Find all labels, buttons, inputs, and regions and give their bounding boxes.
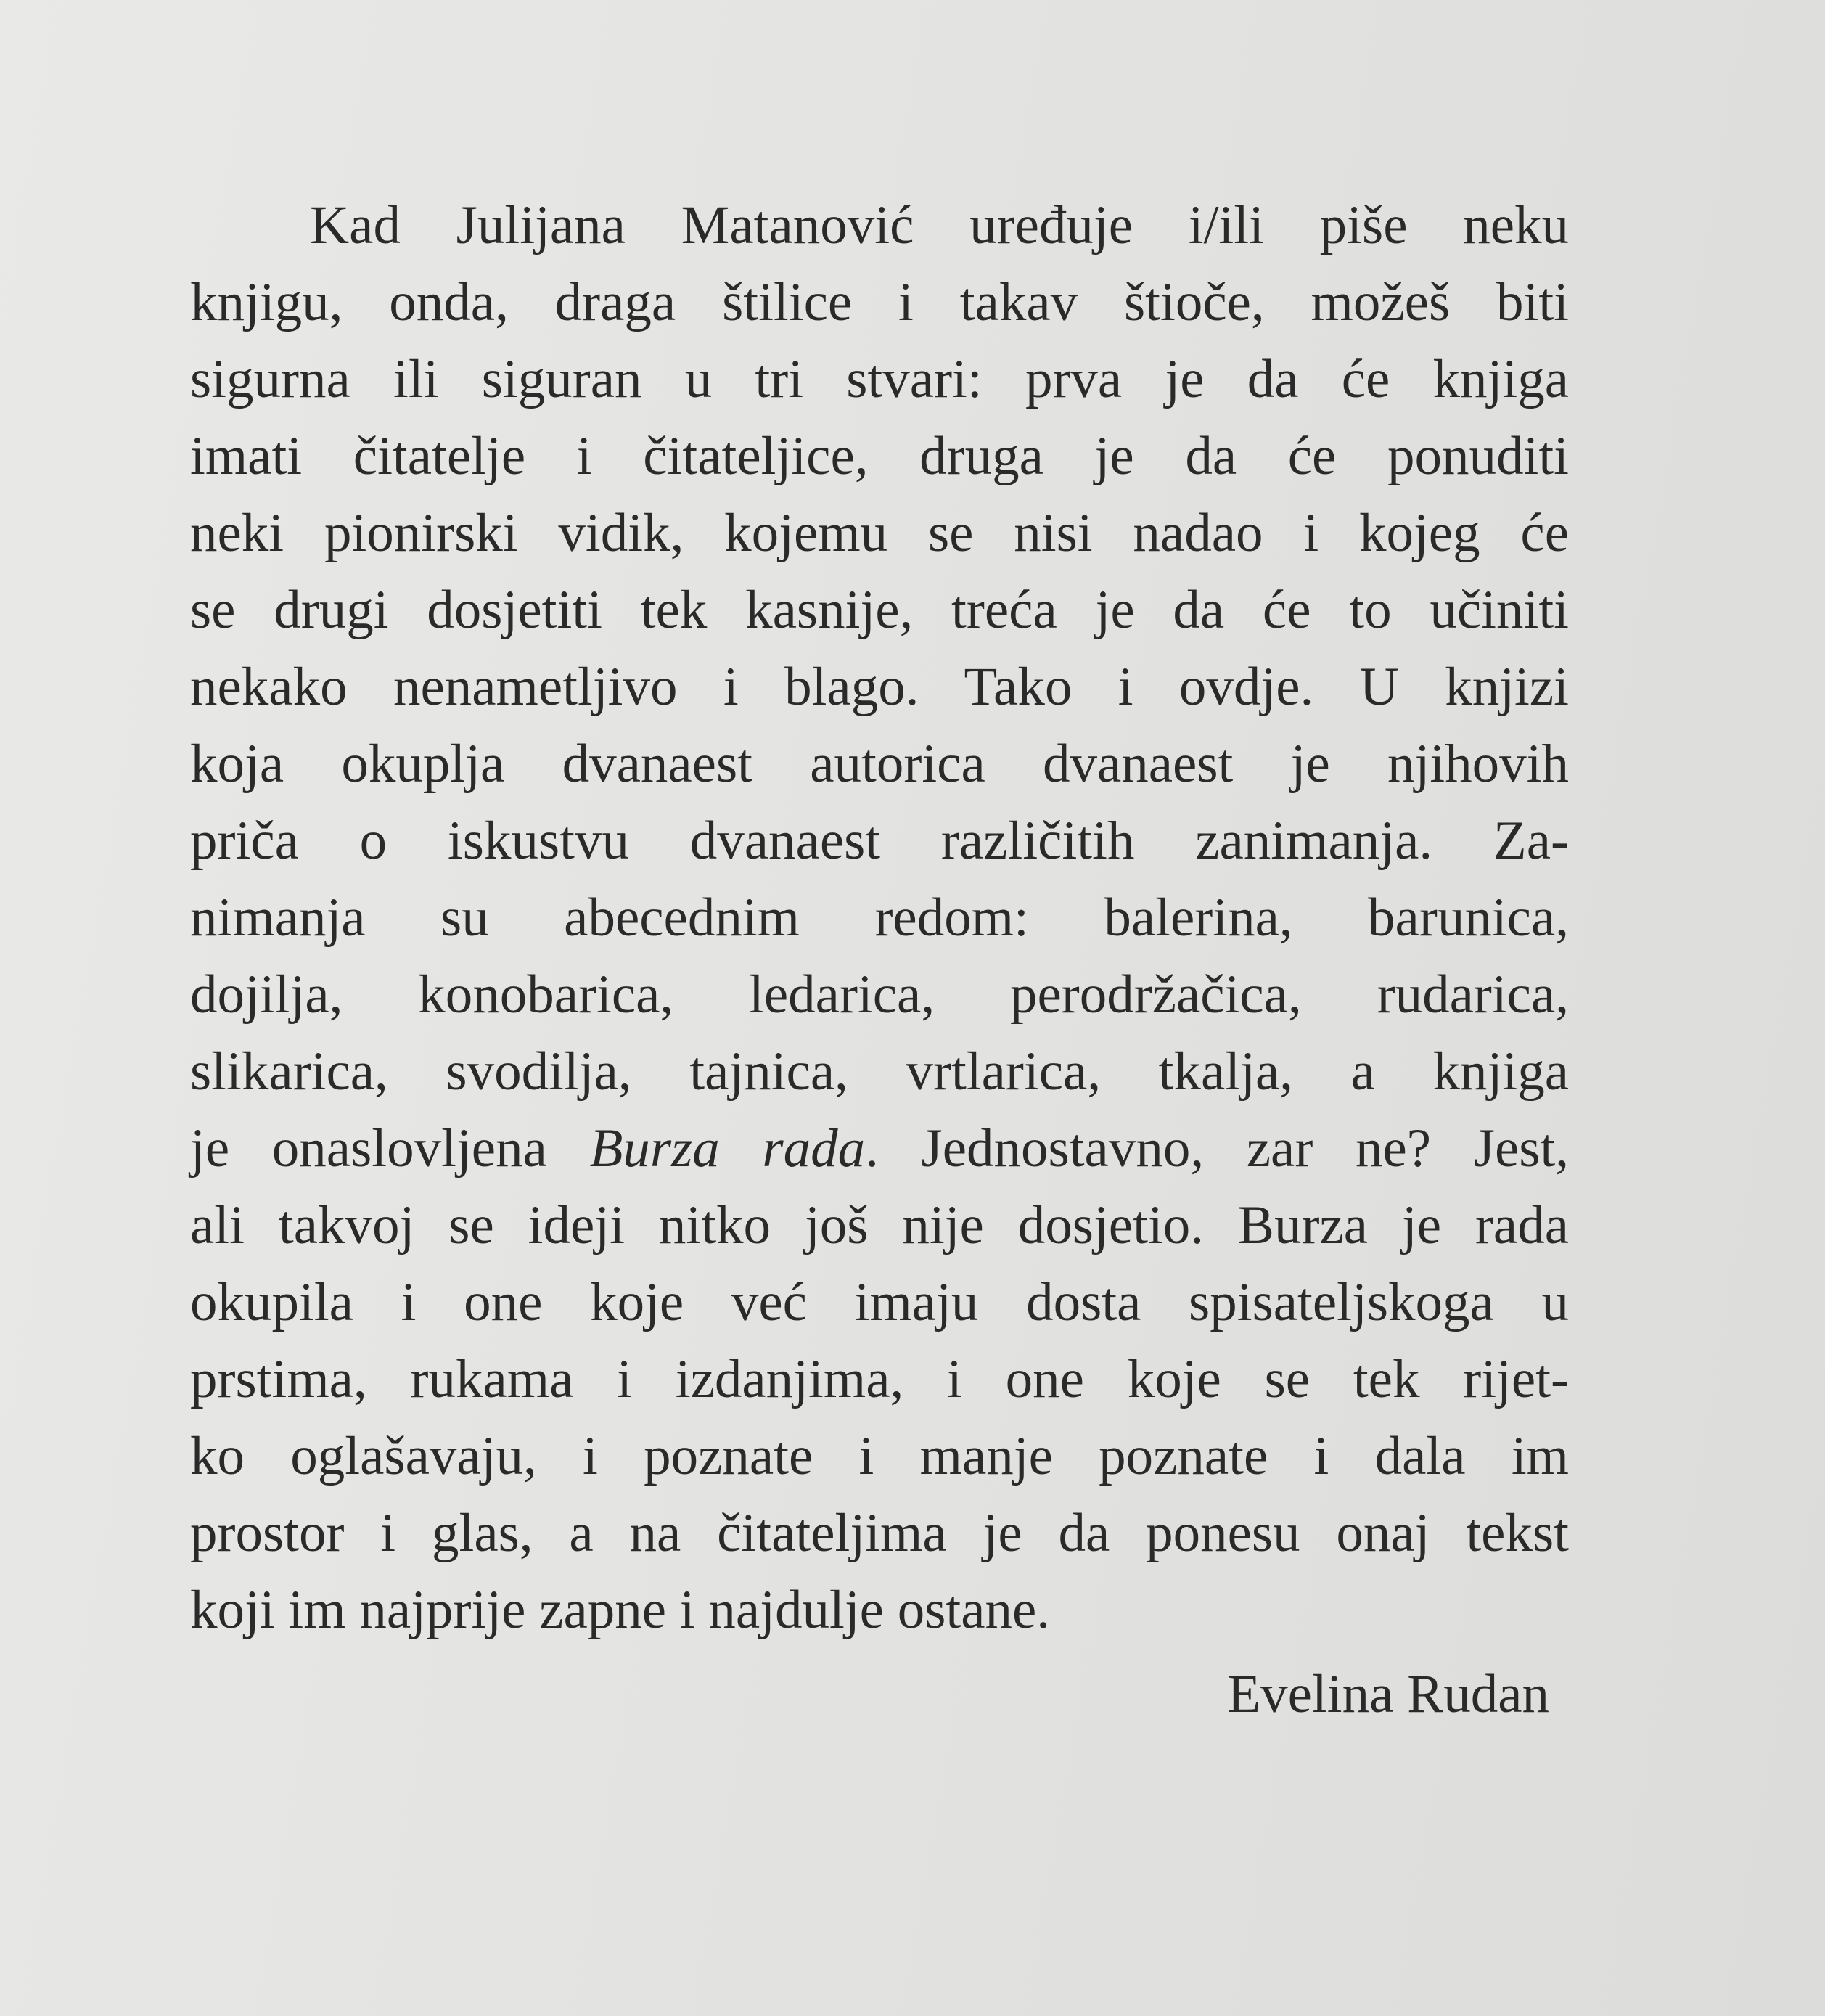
author-signature: Evelina Rudan xyxy=(1227,1664,1549,1724)
text-line: nekako nenametljivo i blago. Tako i ovdje. U knjizi xyxy=(190,657,1569,717)
book-title: Burza rada xyxy=(589,1118,866,1179)
text-line: prostor i glas, a na čitateljima je da ponesu onaj tekst xyxy=(190,1503,1569,1563)
text-line: sigurna ili siguran u tri stvari: prva je da će knjiga xyxy=(190,349,1569,409)
text-line: knjigu, onda, draga štilice i takav štioče, možeš biti xyxy=(190,272,1569,332)
text-line: se drugi dosjetiti tek kasnije, treća je da će to učiniti xyxy=(190,580,1569,640)
text-line: neki pionirski vidik, kojemu se nisi nadao i kojeg će xyxy=(190,503,1569,563)
text-line: Kad Julijana Matanović uređuje i/ili piše neku xyxy=(310,195,1569,255)
text-line: okupila i one koje već imaju dosta spisateljskoga u xyxy=(190,1272,1569,1332)
text-line: priča o iskustvu dvanaest različitih zanimanja. Za- xyxy=(190,811,1569,871)
text-line: koja okuplja dvanaest autorica dvanaest je njihovih xyxy=(190,734,1569,794)
text-line: slikarica, svodilja, tajnica, vrtlarica, tkalja, a knjiga xyxy=(190,1041,1569,1102)
text-line: ali takvoj se ideji nitko još nije dosjetio. Burza je rada xyxy=(190,1195,1569,1255)
text-line-with-title xyxy=(190,1110,1569,1187)
text-line: koji im najprije zapne i najdulje ostane. xyxy=(190,1580,1051,1640)
text-fragment: je onaslovljena xyxy=(190,1118,590,1179)
text-line: dojilja, konobarica, ledarica, perodržačica, rudarica, xyxy=(190,964,1569,1025)
blurb-paragraph xyxy=(190,187,1569,1649)
text-line: imati čitatelje i čitateljice, druga je da će ponuditi xyxy=(190,426,1569,486)
text-line: nimanja su abecednim redom: balerina, barunica, xyxy=(190,888,1569,948)
text-fragment: . Jednostavno, zar ne? Jest, xyxy=(865,1118,1570,1179)
text-line: prstima, rukama i izdanjima, i one koje se tek rijet- xyxy=(190,1349,1569,1409)
text-line: ko oglašavaju, i poznate i manje poznate i dala im xyxy=(190,1426,1569,1486)
